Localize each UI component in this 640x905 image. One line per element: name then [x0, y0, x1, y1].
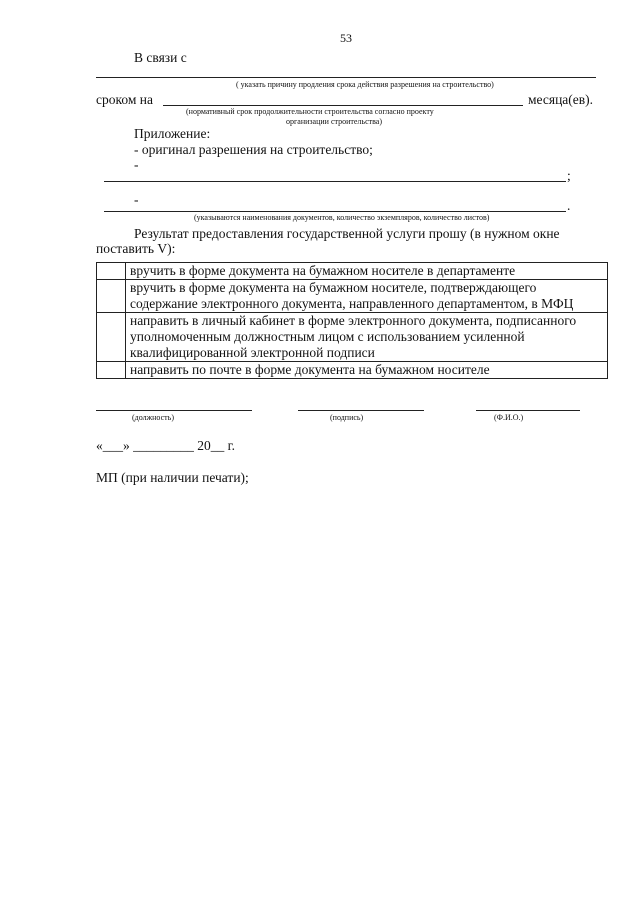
reason-line	[96, 77, 596, 78]
term-hint-1: (нормативный срок продолжительности строительства согласно проекту	[186, 107, 434, 116]
signature-caption: (подпись)	[330, 413, 364, 422]
docs-hint: (указываются наименования документов, количество экземпляров, количество листов)	[194, 213, 490, 222]
result-line-2: поставить V):	[96, 241, 176, 256]
term-line	[163, 105, 523, 106]
option-text: направить в личный кабинет в форме электронного документа, подписанного уполномоченным должностным лицом с использованием усиленной квалифицированной электронной подписи	[126, 313, 608, 362]
option-row	[97, 280, 608, 313]
attachment-title: Приложение:	[134, 126, 211, 141]
option-text: вручить в форме документа на бумажном носителе, подтверждающего содержание электронного документа, направленного департаментом, в МФЦ	[126, 280, 608, 313]
option-text: вручить в форме документа на бумажном носителе в департаменте	[126, 263, 608, 280]
term-suffix: месяца(ев).	[528, 92, 594, 107]
signature-line	[298, 410, 424, 411]
date-field: «___» _________ 20__ г.	[96, 438, 236, 453]
in-connection-label: В связи с	[134, 50, 187, 65]
attachment-line-1	[104, 181, 566, 182]
term-prefix: сроком на	[96, 92, 153, 107]
attachment-line-2	[104, 211, 566, 212]
option-checkbox[interactable]	[97, 362, 126, 379]
attachment-semicolon: ;	[567, 168, 571, 183]
attachment-period: .	[567, 198, 571, 213]
option-row	[97, 263, 608, 280]
result-line-1: Результат предоставления государственной услуги прошу (в нужном окне	[134, 226, 560, 241]
page-number: 53	[340, 31, 352, 45]
option-checkbox[interactable]	[97, 313, 126, 362]
option-row	[97, 313, 608, 362]
option-checkbox[interactable]	[97, 280, 126, 313]
attachment-dash-2: -	[134, 192, 139, 207]
attachment-dash-1: -	[134, 157, 139, 172]
position-caption: (должность)	[132, 413, 174, 422]
term-hint-2: организации строительства)	[286, 117, 382, 126]
option-row	[97, 362, 608, 379]
attachment-item-1: - оригинал разрешения на строительство;	[134, 142, 373, 157]
delivery-options-table	[96, 262, 608, 379]
name-line	[476, 410, 580, 411]
name-caption: (Ф.И.О.)	[494, 413, 524, 422]
stamp-note: МП (при наличии печати);	[96, 470, 249, 485]
position-line	[96, 410, 252, 411]
option-text: направить по почте в форме документа на бумажном носителе	[126, 362, 608, 379]
option-checkbox[interactable]	[97, 263, 126, 280]
reason-hint: ( указать причину продления срока действия разрешения на строительство)	[236, 80, 494, 89]
